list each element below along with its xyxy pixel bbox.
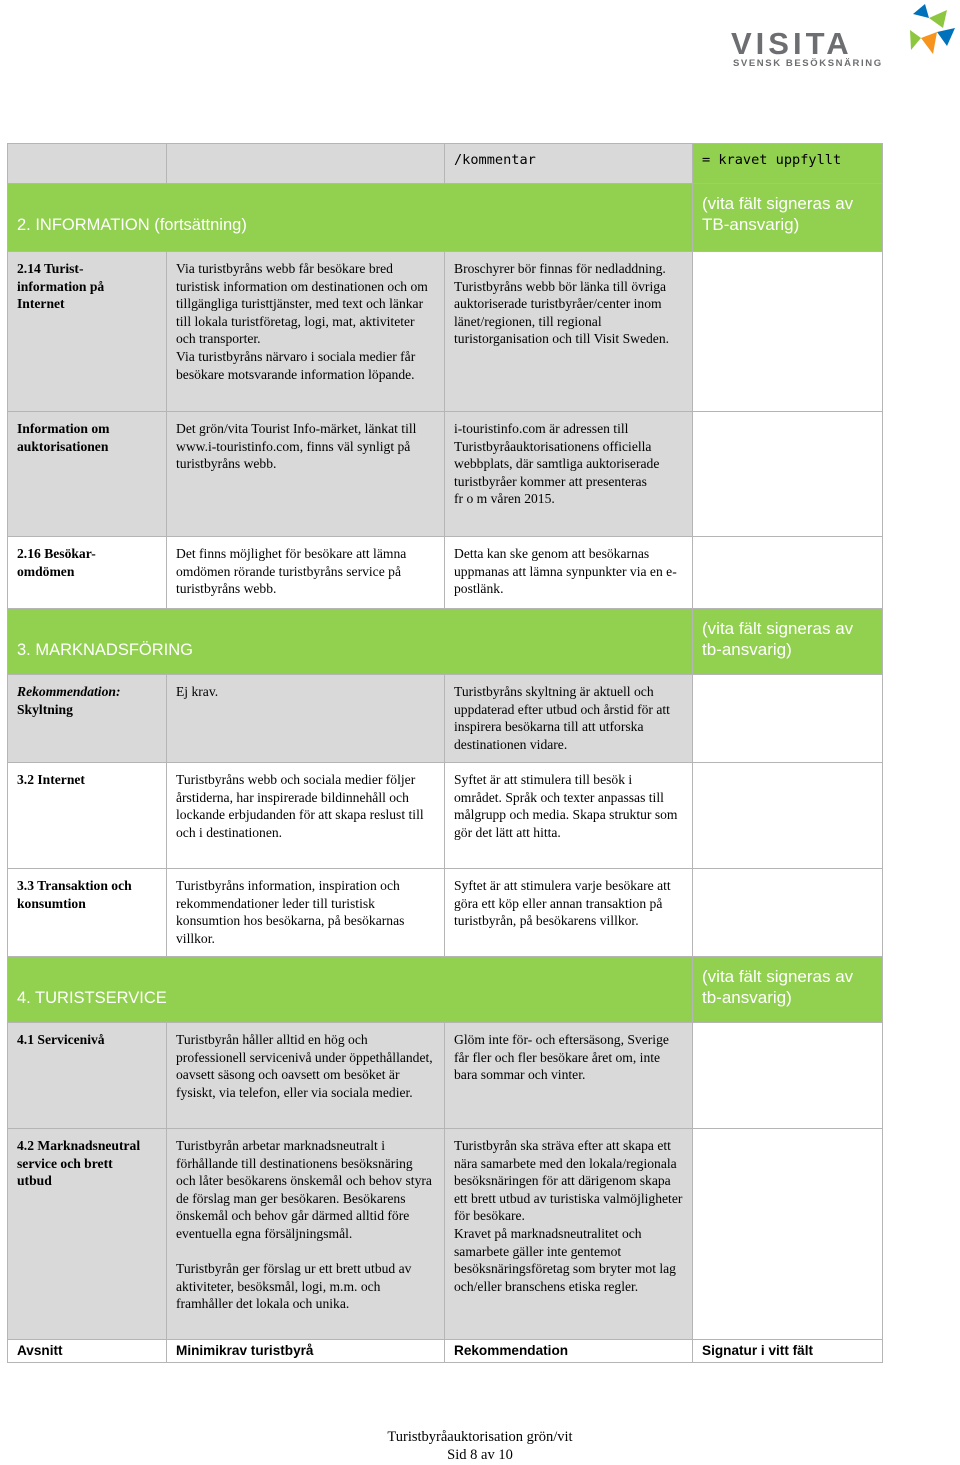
requirements-table [7,143,883,1363]
footer-rekommendation: Rekommendation [445,1340,693,1363]
row-label: 2.14 Turist- information på Internet [8,252,167,412]
visita-brand-text: VISITA [731,26,853,61]
section-2-header-row [8,184,883,252]
row-label: 4.1 Servicenivå [8,1023,167,1129]
footer-avsnitt: Avsnitt [8,1340,167,1363]
recommendation: Glöm inte för- och eftersäsong, Sverige får fler och fler besökare året om, inte bara sommar och vinter. [445,1023,693,1129]
uppfyllt-header: = kravet uppfyllt [693,144,883,184]
minimum-requirement: Turistbyrån arbetar marknadsneutralt i förhållande till destinationens besöksnäring och låter besökarens önskemål och behov styra de förslag man ger besökaren. Besökarens önskemål och behov går därmed alltid före eventuella egna försäljningsmål. Turistbyrån ger förslag ur ett brett utbud av aktiviteter, besöksmål, logi, m.m. och framhåller det lokala och unika. [167,1129,445,1340]
recommendation: Detta kan ske genom att besökarnas uppmanas att lämna synpunkter via en e-postlänk. [445,537,693,609]
table-row [8,412,883,537]
row-label-text: Skyltning [17,701,73,717]
minimum-requirement: Turistbyråns information, inspiration och rekommendationer leder till turistisk konsumtion hos besökarna, på besökarnas villkor. [167,869,445,957]
signature-field[interactable] [693,675,883,763]
recommendation: Turistbyrån ska sträva efter att skapa ett nära samarbete med den lokala/regionala besöksnäringen för att därigenom skapa ett brett utbud av turistiska valmöjligheter för besökare. Kravet på marknadsneutralitet och samarbete gäller inte gentemot besöksnäringsföretag som bryter mot lag och/eller branschens etiska regler. [445,1129,693,1340]
column-footer-row [8,1340,883,1363]
section-3-title: 3. MARKNADSFÖRING [17,641,194,659]
footer-minimikrav: Minimikrav turistbyrå [167,1340,445,1363]
minimum-requirement: Det grön/vita Tourist Info-märket, länkat till www.i-touristinfo.com, finns väl synligt på turistbyråns webb. [167,412,445,537]
section-4-title: 4. TURISTSERVICE [17,989,167,1007]
recommendation: Syftet är att stimulera till besök i området. Språk och texter anpassas till målgrupp och media. Skapa struktur som gör det lätt att hitta. [445,763,693,869]
page-number: Sid 8 av 10 [447,1447,513,1463]
row-label: 3.3 Transaktion och konsumtion [8,869,167,957]
table-row [8,252,883,412]
signature-field[interactable] [693,763,883,869]
signature-field[interactable] [693,412,883,537]
minimum-requirement: Via turistbyråns webb får besökare bred turistisk information om destinationen och om tillgängliga turisttjänster, med text och länkar till lokala turistföretag, logi, mat, aktiviteter och transporter. Via turistbyråns närvaro i sociala medier får besökare motsvarande information löpande. [167,252,445,412]
table-row [8,675,883,763]
signature-field[interactable] [693,252,883,412]
row-label-prefix: Rekommendation: [17,684,121,699]
page-footer-title: Turistbyråauktorisation grön/vit [387,1429,573,1445]
visita-star-icon [910,4,955,54]
row-label: 4.2 Marknadsneutral service och brett utbud [8,1129,167,1340]
minimum-requirement: Turistbyråns webb och sociala medier följer årstiderna, har inspirerade bildinnehåll och lockande erbjudanden för att skapa reslust till och i destinationen. [167,763,445,869]
recommendation: Syftet är att stimulera varje besökare att göra ett köp eller annan transaktion på turistbyrån, på besökarens villkor. [445,869,693,957]
signature-field[interactable] [693,1129,883,1340]
minimum-requirement: Ej krav. [167,675,445,763]
recommendation: Broschyrer bör finnas för nedladdning. Turistbyråns webb bör länka till övriga auktoriserade turistbyråer/center inom länet/regionen, till regional turistorganisation och till Visit Sweden. [445,252,693,412]
signature-field[interactable] [693,1023,883,1129]
visita-logo [715,2,960,68]
table-row [8,763,883,869]
footer-signatur: Signatur i vitt fält [693,1340,883,1363]
recommendation: Turistbyråns skyltning är aktuell och uppdaterad efter utbud och årstid för att inspirera besökarna till att utforska destinationen vidare. [445,675,693,763]
section-4-sign-note: (vita fält signeras av tb-ansvarig) [702,967,854,1007]
row-label: Information om auktorisationen [8,412,167,537]
row-label [8,675,167,763]
table-row [8,537,883,609]
signature-field[interactable] [693,869,883,957]
section-4-header-row [8,957,883,1023]
visita-logo-graphic [715,2,960,68]
section-2-title: 2. INFORMATION (fortsättning) [17,216,247,234]
section-2-sign-note: (vita fält signeras av TB-ansvarig) [702,194,854,234]
section-3-header-row [8,609,883,675]
row-label: 2.16 Besökar- omdömen [8,537,167,609]
section-3-sign-note: (vita fält signeras av tb-ansvarig) [702,619,854,659]
visita-tagline-text: SVENSK BESÖKSNÄRING [733,58,883,68]
minimum-requirement: Det finns möjlighet för besökare att lämna omdömen rörande turistbyråns service på turistbyråns webb. [167,537,445,609]
table-row [8,1129,883,1340]
table-row [8,869,883,957]
row-label: 3.2 Internet [8,763,167,869]
recommendation: i-touristinfo.com är adressen till Turistbyråauktorisationens officiella webbplats, där samtliga auktoriserade turistbyråer kommer att presenteras fr o m våren 2015. [445,412,693,537]
table-row [8,1023,883,1129]
header-row [8,144,883,184]
minimum-requirement: Turistbyrån håller alltid en hög och professionell servicenivå under öppethållandet, oavsett säsong och oavsett om besöket är fysiskt, via telefon, eller via sociala medier. [167,1023,445,1129]
signature-field[interactable] [693,537,883,609]
kommentar-header: /kommentar [445,144,693,184]
